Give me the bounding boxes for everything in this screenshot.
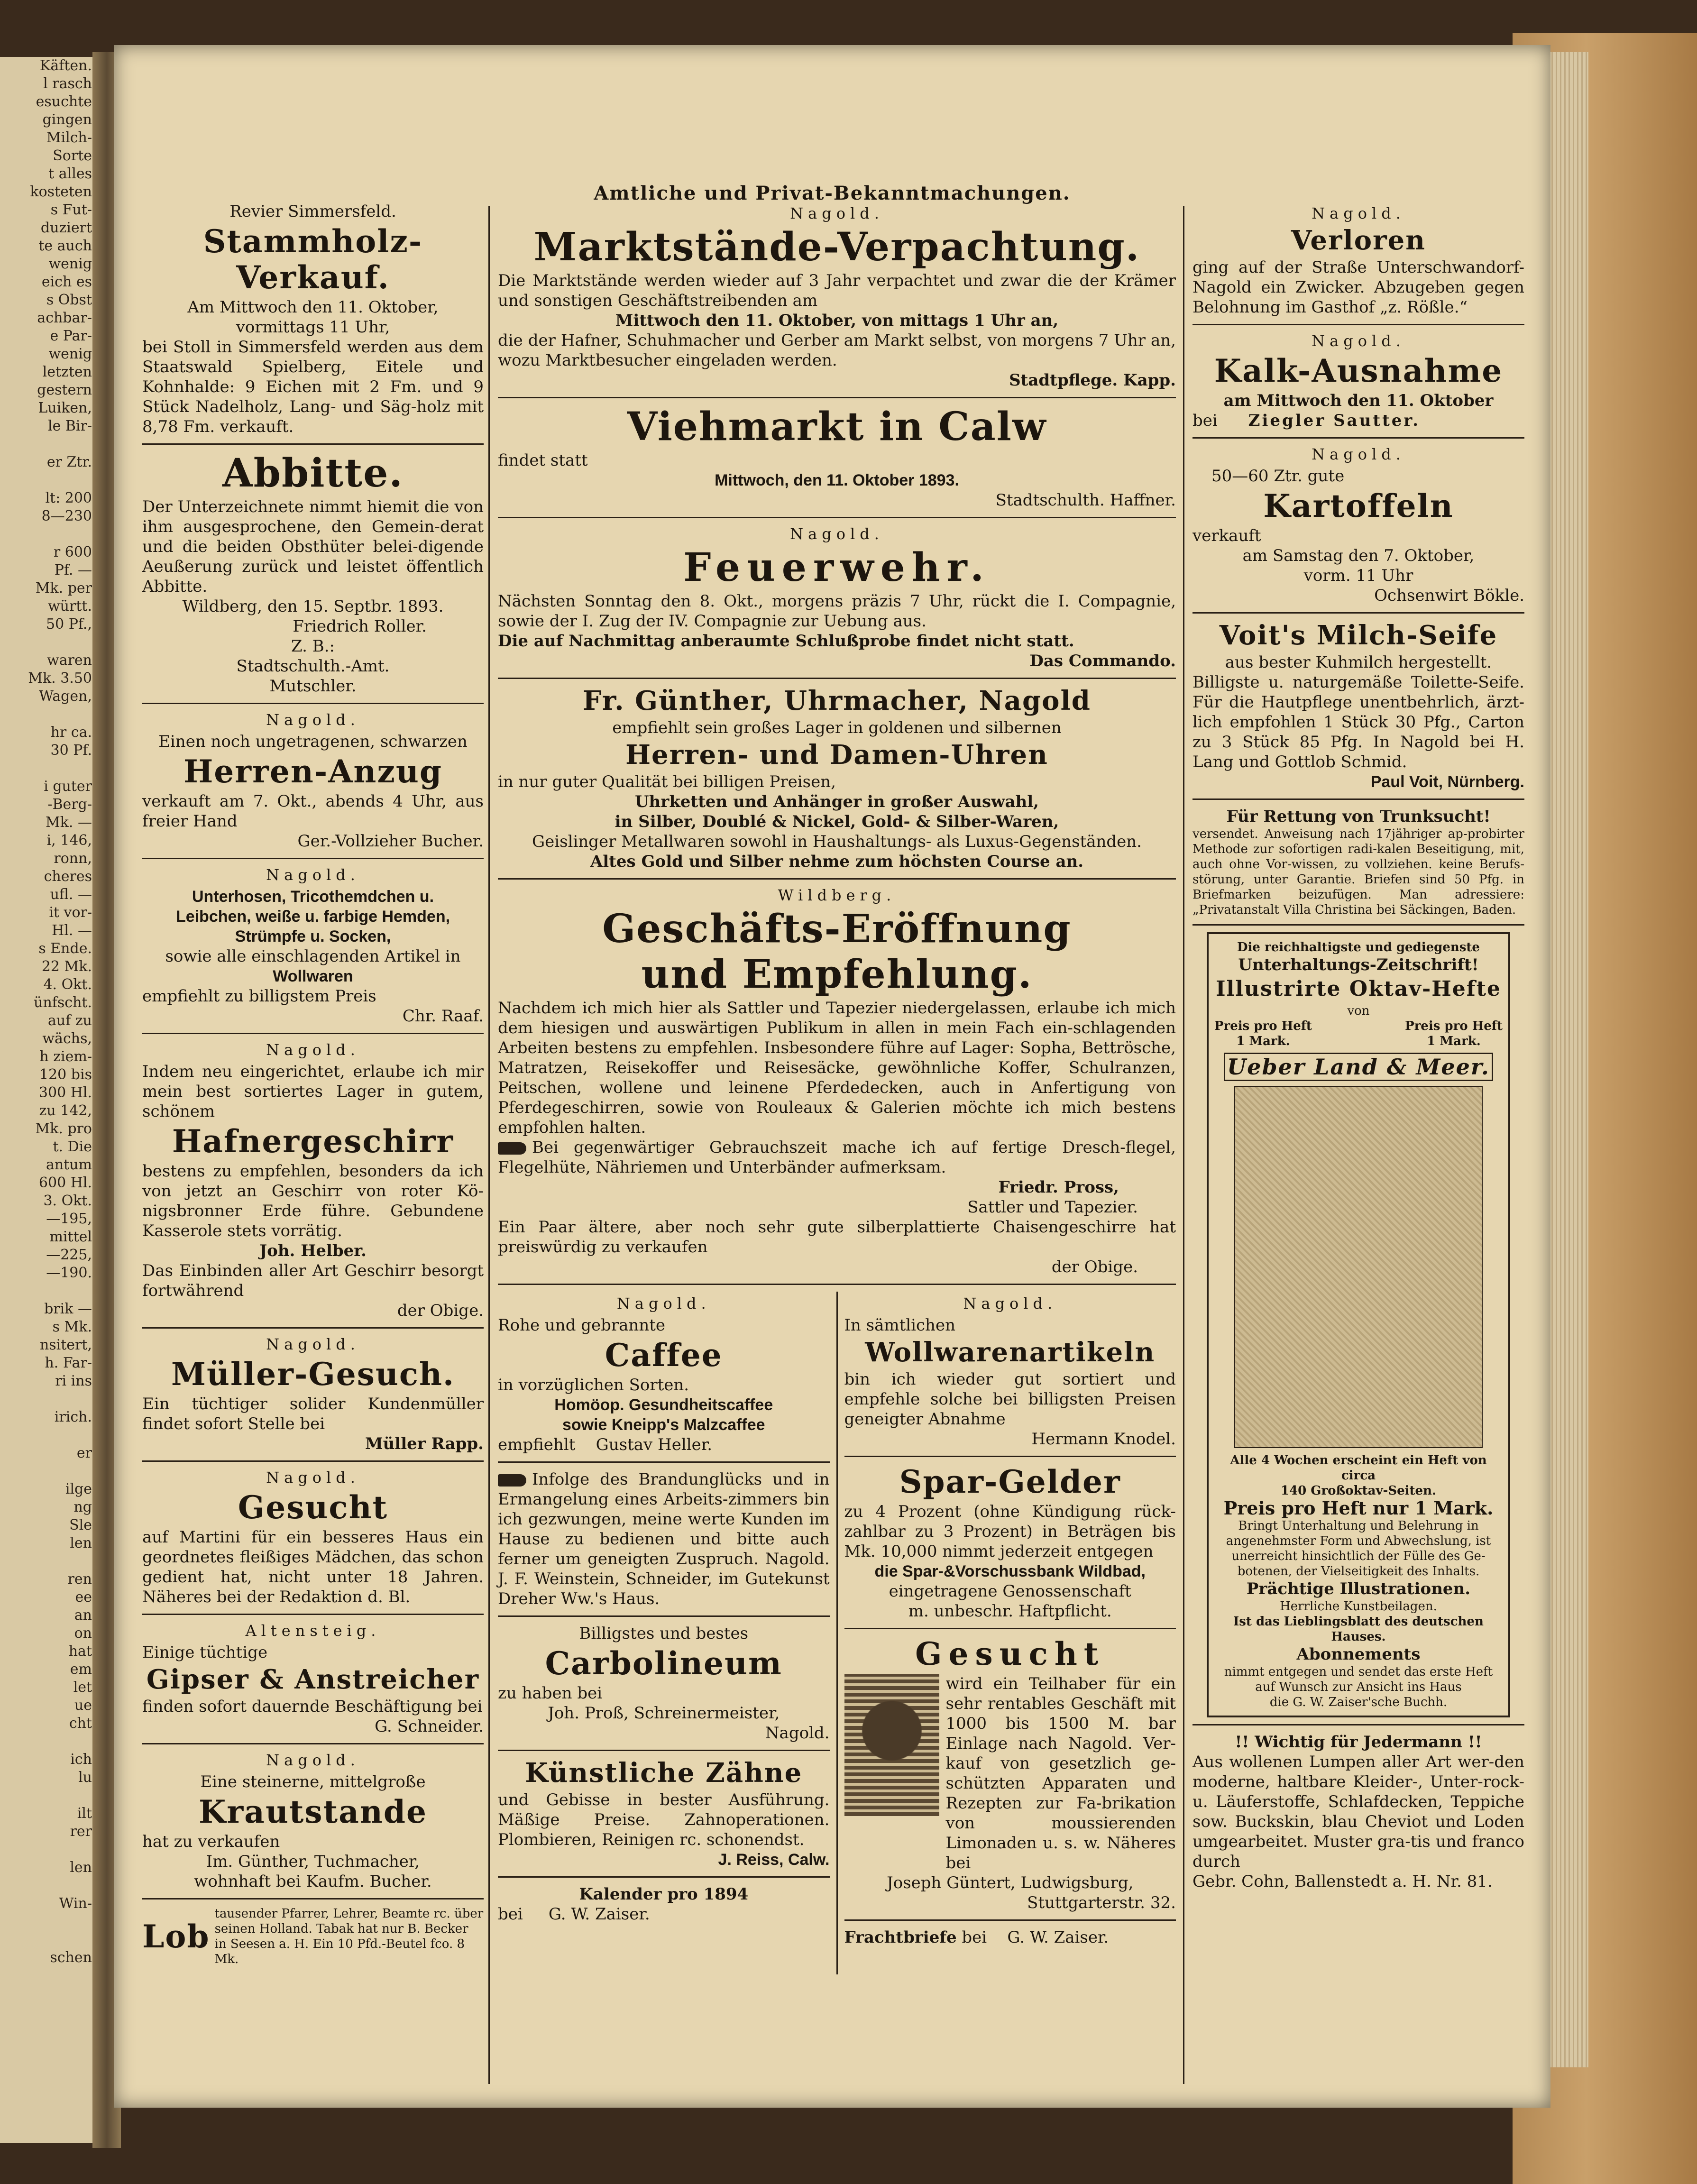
ad-line: Eine steinerne, mittelgroße bbox=[200, 1772, 426, 1791]
ad-location: Nagold. bbox=[1312, 204, 1405, 222]
ad-line: sowie alle einschlagenden Artikel in bbox=[165, 947, 461, 966]
divider bbox=[498, 1284, 1176, 1285]
ad-line: in Silber, Doublé & Nickel, Gold- & Silber-Waren, bbox=[615, 812, 1059, 831]
divider bbox=[142, 1327, 484, 1329]
ad-line: Nagold. bbox=[765, 1724, 830, 1743]
ad-signature: der Obige. bbox=[397, 1301, 484, 1320]
divider bbox=[142, 1898, 484, 1900]
ad-feuerwehr bbox=[498, 525, 1176, 671]
ad-line: Ist das Lieblingsblatt des deutschen Hauses. bbox=[1233, 1615, 1484, 1644]
ad-location: Nagold. bbox=[1312, 445, 1405, 463]
ad-line: vormittags 11 Uhr, bbox=[236, 318, 390, 337]
ad-text: auf Martini für ein besseres Haus ein geordnetes fleißiges Mädchen, das schon gedient hat, nicht unter 18 Jahren. Näheres bei der Redaktion d. Bl. bbox=[142, 1528, 484, 1606]
ad-signature: Gustav Heller. bbox=[596, 1435, 713, 1454]
ad-line: Geislinger Metallwaren sowohl in Haushaltungs- als Luxus-Gegenständen. bbox=[532, 832, 1142, 851]
ad-signature: Müller Rapp. bbox=[365, 1434, 484, 1453]
divider bbox=[1192, 798, 1524, 800]
ad-line: in vorzüglichen Sorten. bbox=[498, 1376, 689, 1395]
ad-line: Altes Gold und Silber nehme zum höchsten Course an. bbox=[590, 852, 1084, 871]
divider bbox=[498, 878, 1176, 880]
ad-text: wird ein Teilhaber für ein sehr rentables Geschäft mit 1000 bis 1500 M. bar Einlage nach Nagold. Ver-kauf von gesetzlich ge-schützten Apparaten und Rezepten zur Fa-brikation von moussierenden Limonaden u. s. w. Näheres bei bbox=[945, 1674, 1176, 1872]
divider bbox=[498, 1750, 830, 1751]
divider bbox=[1192, 1724, 1524, 1725]
ad-text: verkauft am 7. Okt., abends 4 Uhr, aus freier Hand bbox=[142, 792, 484, 831]
ad-frachtbriefe bbox=[844, 1927, 1176, 1947]
ad-herren-anzug bbox=[142, 711, 484, 851]
divider bbox=[142, 1033, 484, 1034]
ad-text: Infolge des Brandunglücks und in Ermangelung eines Arbeits-zimmers bin ich gezwungen, meine werte Kunden im Hause zu bedienen und bitte auch ferner um geneigten Zuspruch. Nagold. J. F. Weinstein, Schneider, im Gutekunst Dreher Ww.'s Haus. bbox=[498, 1470, 830, 1608]
ad-line: 140 Großoktav-Seiten. bbox=[1280, 1484, 1437, 1498]
ad-line: bei bbox=[1192, 411, 1218, 430]
middle-column bbox=[498, 202, 1176, 2108]
ad-line: am Samstag den 7. Oktober, bbox=[1242, 546, 1475, 565]
divider bbox=[142, 1460, 484, 1462]
ad-text: Billigste u. naturgemäße Toilette-Seife. Für die Hautpflege unentbehrlich, ärzt-lich empfohlen 1 Stück 30 Pfg., Carton zu 3 Stück 85 Pfg. In Nagold bei H. Lang und Gottlob Schmid. bbox=[1192, 673, 1524, 771]
ad-signature: Paul Voit, Nürnberg. bbox=[1370, 773, 1524, 791]
ad-text: Die Marktstände werden wieder auf 3 Jahr verpachtet und zwar die der Krämer und sonstigen Geschäftstreibenden am bbox=[498, 271, 1176, 310]
ad-location: Nagold. bbox=[616, 1294, 711, 1312]
ad-title: !! Wichtig für Jedermann !! bbox=[1235, 1733, 1482, 1752]
divider bbox=[498, 1615, 830, 1617]
ad-name: Joseph Güntert, Ludwigsburg, bbox=[887, 1873, 1134, 1892]
column-rule bbox=[488, 206, 490, 2084]
pointing-hand-icon bbox=[498, 1142, 526, 1155]
ad-title: und Empfehlung. bbox=[641, 952, 1033, 997]
ad-line: Stuttgarterstr. 32. bbox=[1027, 1893, 1176, 1912]
ad-title: Marktstände-Verpachtung. bbox=[533, 224, 1140, 270]
ad-line: findet statt bbox=[498, 451, 588, 470]
ad-title: Herren-Anzug bbox=[183, 753, 443, 790]
ad-signature: Das Commando. bbox=[1029, 652, 1176, 670]
ad-title: Kartoffeln bbox=[1263, 487, 1454, 524]
ad-title: Carbolineum bbox=[545, 1645, 782, 1682]
ad-text: Bringt Unterhaltung und Belehrung in angenehmster Form und Abwechslung, ist unerreicht hinsichtlich der Fülle des Ge-botenen, der Vielseitigkeit des Inhalts. bbox=[1226, 1519, 1491, 1578]
middle-bottom-area bbox=[498, 1292, 1176, 1974]
section-header: Amtliche und Privat-Bekanntmachungen. bbox=[594, 182, 1071, 204]
ad-line: Die reichhaltigste und gediegenste bbox=[1237, 940, 1480, 954]
ad-line: Einen noch ungetragenen, schwarzen bbox=[158, 732, 468, 751]
ad-geschaefts-eroeffnung bbox=[498, 886, 1176, 1277]
ad-line: 50—60 Ztr. gute bbox=[1211, 467, 1345, 486]
ad-title: Illustrirte Oktav-Hefte bbox=[1215, 977, 1502, 1001]
ad-line: Z. B.: bbox=[291, 637, 335, 656]
ad-text: Der Unterzeichnete nimmt hiemit die von ihm ausgesprochene, den Gemein-derat und die beiden Obsthüter belei-digende Aeußerung zurück und leistet öffentlich Abbitte. bbox=[142, 497, 484, 596]
ad-text: nimmt entgegen und sendet das erste Heft auf Wunsch zur Ansicht ins Haus bbox=[1224, 1665, 1493, 1694]
ad-title: Hafnergeschirr bbox=[172, 1123, 454, 1160]
divider bbox=[142, 1614, 484, 1615]
ad-line: Sattler und Tapezier. bbox=[967, 1198, 1138, 1217]
ad-weinstein bbox=[498, 1469, 830, 1609]
divider bbox=[1192, 612, 1524, 614]
price-label: Preis pro Heft bbox=[1405, 1019, 1503, 1033]
ad-line: Rohe und gebrannte bbox=[498, 1316, 666, 1335]
ad-kartoffeln bbox=[1192, 445, 1524, 606]
ad-line: in nur guter Qualität bei billigen Preisen, bbox=[498, 772, 836, 791]
divider bbox=[844, 1628, 1176, 1629]
ad-krautstande bbox=[142, 1751, 484, 1891]
ad-mueller-gesuch bbox=[142, 1335, 484, 1454]
ad-line: bei bbox=[498, 1905, 523, 1924]
ad-title: Kalk-Ausnahme bbox=[1214, 352, 1503, 389]
ad-line: bei bbox=[962, 1928, 987, 1947]
ad-title: Viehmarkt in Calw bbox=[627, 404, 1047, 450]
ad-signature: Stadtschulth. Haffner. bbox=[995, 491, 1176, 510]
ad-title: Wollwarenartikeln bbox=[865, 1337, 1156, 1368]
ad-location: Nagold. bbox=[266, 866, 360, 884]
ad-location: Wildberg. bbox=[778, 886, 896, 904]
ad-title: Abbitte. bbox=[222, 450, 404, 496]
divider bbox=[142, 858, 484, 859]
ad-signature: Ger.-Vollzieher Bucher. bbox=[297, 832, 484, 851]
ad-price: Preis pro Heft nur 1 Mark. bbox=[1223, 1497, 1494, 1519]
ad-text: Ein tüchtiger solider Kundenmüller findet sofort Stelle bei bbox=[142, 1395, 484, 1433]
ad-title: Für Rettung von Trunksucht! bbox=[1226, 807, 1491, 826]
divider bbox=[498, 1461, 830, 1463]
ad-title: Voit's Milch-Seife bbox=[1219, 620, 1498, 651]
machine-illustration bbox=[844, 1674, 939, 1816]
ad-viehmarkt bbox=[498, 405, 1176, 510]
ad-verloren bbox=[1192, 204, 1524, 317]
ad-signature: G. W. Zaiser. bbox=[1007, 1928, 1109, 1947]
ad-guenther-uhren bbox=[498, 686, 1176, 872]
ad-title: Müller-Gesuch. bbox=[171, 1356, 455, 1393]
ad-line: vorm. 11 Uhr bbox=[1303, 566, 1413, 585]
ad-line: Joh. Proß, Schreinermeister, bbox=[548, 1704, 780, 1723]
ad-kuenstliche-zaehne bbox=[498, 1758, 830, 1870]
ad-abbitte bbox=[142, 451, 484, 696]
ad-line: Stadtschulth.-Amt. bbox=[236, 657, 390, 676]
ad-date: Wildberg, den 15. Septbr. 1893. bbox=[182, 597, 444, 616]
ad-wichtig bbox=[1192, 1732, 1524, 1891]
ad-line: Uhrketten und Anhänger in großer Auswahl, bbox=[635, 792, 1039, 811]
ad-title: Caffee bbox=[605, 1337, 723, 1374]
middle-sub-left bbox=[498, 1292, 830, 1974]
ad-name: Friedrich Roller. bbox=[293, 617, 427, 636]
ad-line: Im. Günther, Tuchmacher, bbox=[206, 1852, 420, 1871]
ad-location: Nagold. bbox=[963, 1294, 1057, 1312]
divider bbox=[1192, 924, 1524, 926]
ad-line: m. unbeschr. Haftpflicht. bbox=[908, 1602, 1112, 1621]
ad-kalk-ausnahme bbox=[1192, 332, 1524, 431]
divider bbox=[142, 443, 484, 445]
ad-line: In sämtlichen bbox=[844, 1316, 955, 1335]
ad-gesucht-teilhaber bbox=[844, 1636, 1176, 1913]
ad-line: aus bester Kuhmilch hergestellt. bbox=[1225, 653, 1492, 672]
ad-location: Nagold. bbox=[790, 525, 884, 543]
divider bbox=[498, 517, 1176, 518]
ad-signature: Stadtpflege. Kapp. bbox=[1009, 371, 1176, 390]
ad-line: zu haben bei bbox=[498, 1684, 603, 1703]
ad-line: Unterhosen, Tricothemdchen u. bbox=[192, 888, 434, 906]
ad-line: empfiehlt bbox=[498, 1435, 576, 1454]
divider bbox=[142, 703, 484, 704]
ad-text: bei Stoll in Simmersfeld werden aus dem Staatswald Spielberg, Eitele und Kohnhalde: 9 Eichen mit 2 Fm. und 9 Stück Nadelholz, Lang- und Säg-holz mit 8,78 Fm. verkauft. bbox=[142, 338, 484, 436]
ad-title: Frachtbriefe bbox=[844, 1928, 957, 1947]
divider bbox=[1192, 437, 1524, 439]
ad-signature: J. Reiss, Calw. bbox=[718, 1851, 830, 1869]
ad-text: ging auf der Straße Unterschwandorf-Nagold ein Zwicker. Abzugeben gegen Belohnung im Gasthof „z. Rößle.“ bbox=[1192, 258, 1524, 317]
ad-line: Billigstes und bestes bbox=[579, 1624, 749, 1643]
ad-signature: Chr. Raaf. bbox=[402, 1007, 484, 1026]
ad-line: Alle 4 Wochen erscheint ein Heft von circa bbox=[1230, 1453, 1487, 1483]
ad-line: Einige tüchtige bbox=[142, 1643, 268, 1662]
divider bbox=[498, 678, 1176, 679]
ad-title: Gesucht bbox=[915, 1635, 1105, 1672]
ad-lob-tabak bbox=[142, 1906, 484, 1967]
ad-text: Nächsten Sonntag den 8. Okt., morgens präzis 7 Uhr, rückt die I. Compagnie, sowie der I. Zug der IV. Compagnie zur Uebung aus. bbox=[498, 592, 1176, 631]
ad-text: die der Hafner, Schuhmacher und Gerber am Markt selbst, von morgens 7 Uhr an, wozu Marktbesucher eingeladen werden. bbox=[498, 331, 1176, 370]
pointing-hand-icon bbox=[498, 1474, 526, 1487]
price-label: Preis pro Heft bbox=[1214, 1019, 1312, 1033]
ad-title: Gipser & Anstreicher bbox=[146, 1664, 480, 1695]
ad-line: Prächtige Illustrationen. bbox=[1246, 1579, 1471, 1598]
ad-text: tausender Pfarrer, Lehrer, Beamte rc. über seinen Holland. Tabak hat nur B. Becker in Seesen a. H. Ein 10 Pfd.-Beutel fco. 8 Mk. bbox=[214, 1907, 484, 1966]
ad-gesucht-maedchen bbox=[142, 1468, 484, 1607]
ad-caffee bbox=[498, 1294, 830, 1455]
ad-line: von bbox=[1347, 1004, 1370, 1018]
ad-subtitle: Herren- und Damen-Uhren bbox=[625, 739, 1048, 771]
ad-name: Friedr. Pross, bbox=[998, 1178, 1119, 1197]
ad-line: wohnhaft bei Kaufm. Bucher. bbox=[194, 1872, 432, 1891]
ad-signature: Mutschler. bbox=[269, 677, 357, 696]
ad-location: Nagold. bbox=[266, 1335, 360, 1353]
ad-wollwaren-raaf bbox=[142, 866, 484, 1026]
divider bbox=[142, 1743, 484, 1744]
ad-line: eingetragene Genossenschaft bbox=[889, 1582, 1131, 1601]
column-rule bbox=[836, 1292, 838, 1974]
ad-text: Nachdem ich mich hier als Sattler und Tapezier niedergelassen, erlaube ich mich dem hiesigen und auswärtigen Publikum in allen in mein Fach ein-schlagenden Arbeiten bestens zu empfehlen. Insbesondere führe auf Lager: Sopha, Bettrösche, Matratzen, Reisekoffer und Reisesäcke, gewöhnliche Koffer, Schulranzen, Peitschen, wollene und leinene Pferdedecken, auch in Anfertigung von Pferdegeschirren, sowie von Rouleaux & Galerien möchte ich mich bestens empfohlen halten. bbox=[498, 999, 1176, 1137]
ad-title: Kalender pro 1894 bbox=[579, 1885, 749, 1904]
ad-location: Nagold. bbox=[790, 204, 884, 222]
ad-carbolineum bbox=[498, 1624, 830, 1743]
ad-line: empfiehlt zu billigstem Preis bbox=[142, 987, 376, 1006]
ad-kalender bbox=[498, 1884, 830, 1924]
divider bbox=[498, 1876, 830, 1878]
ad-signature: G. Schneider. bbox=[375, 1717, 484, 1736]
ad-line: sowie Kneipp's Malzcaffee bbox=[562, 1416, 765, 1434]
price-value: 1 Mark. bbox=[1236, 1034, 1290, 1048]
ad-text: Ein Paar ältere, aber noch sehr gute silberplattierte Chaisengeschirre hat preiswürdig zu verkaufen bbox=[498, 1218, 1176, 1257]
ad-title: Lob bbox=[142, 1918, 210, 1955]
ad-text: zu 4 Prozent (ohne Kündigung rück-zahlbar zu 3 Prozent) in Beträgen bis Mk. 10,000 nimmt jederzeit entgegen bbox=[844, 1502, 1176, 1561]
ad-stammholz bbox=[142, 202, 484, 437]
ad-wollwarenartikel bbox=[844, 1294, 1176, 1449]
ad-date: Mittwoch, den 11. Oktober 1893. bbox=[715, 471, 959, 489]
ad-signature: Gebr. Cohn, Ballenstedt a. H. Nr. 81. bbox=[1192, 1872, 1493, 1891]
ad-subtitle: Abonnements bbox=[1296, 1645, 1421, 1664]
ad-title: Geschäfts-Eröffnung bbox=[602, 906, 1072, 952]
divider bbox=[498, 397, 1176, 398]
ad-title: Fr. Günther, Uhrmacher, Nagold bbox=[583, 685, 1091, 716]
ad-location: Nagold. bbox=[266, 1041, 360, 1059]
ad-line: Homöop. Gesundheitscaffee bbox=[554, 1396, 773, 1414]
ad-text: Das Einbinden aller Art Geschirr besorgt fortwährend bbox=[142, 1261, 484, 1300]
allegorical-illustration bbox=[1234, 1086, 1483, 1448]
ad-line: Herrliche Kunstbeilagen. bbox=[1280, 1599, 1437, 1614]
ad-location: Nagold. bbox=[266, 1468, 360, 1487]
ad-signature: Ochsenwirt Bökle. bbox=[1374, 586, 1524, 605]
divider bbox=[1192, 324, 1524, 325]
ad-location: Nagold. bbox=[266, 711, 360, 729]
ad-hafnergeschirr bbox=[142, 1041, 484, 1321]
ad-title: Spar-Gelder bbox=[899, 1463, 1121, 1500]
divider bbox=[844, 1919, 1176, 1921]
ad-subtitle: Unterhaltungs-Zeitschrift! bbox=[1238, 955, 1479, 974]
ad-signature: Hermann Knodel. bbox=[1031, 1430, 1176, 1449]
ad-title: Verloren bbox=[1291, 225, 1426, 256]
ad-title: Gesucht bbox=[238, 1489, 388, 1526]
ad-signature: der Obige. bbox=[1051, 1257, 1138, 1276]
ad-signature: G. W. Zaiser. bbox=[548, 1905, 650, 1924]
ad-location: Revier Simmersfeld. bbox=[229, 202, 396, 221]
ad-signature: die G. W. Zaiser'sche Buchh. bbox=[1269, 1695, 1448, 1709]
divider bbox=[844, 1456, 1176, 1457]
newspaper-page bbox=[114, 45, 1550, 2108]
ad-location: Nagold. bbox=[1312, 332, 1405, 350]
ad-trunksucht bbox=[1192, 807, 1524, 918]
ad-line: empfiehlt sein großes Lager in goldenen und silbernen bbox=[612, 718, 1062, 737]
ad-signature: Ziegler Sautter. bbox=[1248, 411, 1421, 430]
ad-marktstaende bbox=[498, 204, 1176, 390]
ad-text: Bei gegenwärtiger Gebrauchszeit mache ich auf fertige Dresch-flegel, Flegelhüte, Nähriemen und Unterbänder aufmerksam. bbox=[498, 1138, 1176, 1177]
ad-text: hat zu verkaufen bbox=[142, 1832, 280, 1851]
ad-line: verkauft bbox=[1192, 526, 1261, 545]
ad-text: Die auf Nachmittag anberaumte Schlußprobe findet nicht statt. bbox=[498, 632, 1074, 651]
ad-spar-gelder bbox=[844, 1464, 1176, 1621]
previous-page-text: Käften. l rasch esuchte gingen Milch- Sorte t alles kosteten s Fut- duziert te auch wenig eich es s Obst achbar- e Par- wenig letzten gestern Luiken, le Bir- er Ztr. lt: 200 8—230 r 600 Pf. — Mk. per württ. 50 Pf., waren Mk. 3.50 Wagen, hr ca. 30 Pf. i guter -Berg- Mk. — i, 146, ronn, cheres ufl. — it vor- Hl. — s Ende. 22 Mk. 4. Okt. ünfscht. auf zu wächs, h ziem- 120 bis 300 Hl. zu 142, Mk. pro t. Die antum 600 Hl. 3. Okt. —195, mittel —225, —190. brik — s Mk. nsitert, h. Far- ri ins irich. er ilge ng Sle len ren ee an on hat em let ue cht ich lu ilt rer len Win- schen bbox=[28, 57, 92, 1966]
ad-name: Joh. Helber. bbox=[259, 1241, 367, 1260]
ad-title: Krautstande bbox=[199, 1793, 427, 1830]
ad-line: Leibchen, weiße u. farbige Hemden, bbox=[175, 908, 450, 926]
ad-line: Wollwaren bbox=[273, 967, 353, 985]
ad-title: Stammholz-Verkauf. bbox=[203, 223, 423, 296]
ad-text: Indem neu eingerichtet, erlaube ich mir mein best sortiertes Lager in gutem, schönem bbox=[142, 1062, 484, 1121]
ad-ueber-land-und-meer bbox=[1207, 932, 1510, 1717]
right-column bbox=[1192, 202, 1524, 2108]
ad-line: am Mittwoch den 11. Oktober bbox=[1223, 391, 1494, 410]
price-value: 1 Mark. bbox=[1427, 1034, 1481, 1048]
ad-name: die Spar-&Vorschussbank Wildbad, bbox=[874, 1562, 1146, 1580]
ad-milch-seife bbox=[1192, 620, 1524, 792]
ad-title: Feuerwehr. bbox=[683, 545, 991, 590]
masthead: Ueber Land & Meer. bbox=[1224, 1053, 1493, 1081]
ad-date: Mittwoch den 11. Oktober, von mittags 1 Uhr an, bbox=[615, 311, 1059, 330]
column-rule bbox=[1183, 206, 1184, 2084]
middle-sub-right bbox=[844, 1292, 1176, 1974]
ad-text: bestens zu empfehlen, besonders da ich von jetzt an Geschirr von roter Kö-nigsbronner Erde führe. Gebundene Kasserole stets vorrätig. bbox=[142, 1162, 484, 1240]
ad-text: versendet. Anweisung nach 17jähriger ap-probirter Methode zur sofortigen radi-kalen Beseitigung, mit, auch ohne Vor-wissen, zu vollziehen. keine Berufs-störung, unter Garantie. Briefen sind 50 Pfg. in Briefmarken beizufügen. Man adressiere: „Privatanstalt Villa Christina bei Säckingen, Baden. bbox=[1192, 827, 1524, 917]
ad-text: bin ich wieder gut sortiert und empfehle solche bei billigsten Preisen geneigter Abnahme bbox=[844, 1370, 1176, 1429]
ad-text: finden sofort dauernde Beschäftigung bei bbox=[142, 1697, 483, 1716]
left-column bbox=[142, 202, 484, 2108]
ad-title: Künstliche Zähne bbox=[525, 1757, 803, 1789]
ad-location: Nagold. bbox=[266, 1751, 360, 1769]
ad-text: und Gebisse in bester Ausführung. Mäßige Preise. Zahnoperationen. Plombieren, Reinigen rc. schonendst. bbox=[498, 1790, 830, 1849]
ad-location: Altensteig. bbox=[245, 1622, 381, 1640]
ad-text: Aus wollenen Lumpen aller Art wer-den moderne, haltbare Kleider-, Unter-rock- u. Läuferstoffe, Schlafdecken, Teppiche sow. Buckskin, blau Cheviot und Loden umgearbeitet. Muster gra-tis und franco durch bbox=[1192, 1753, 1524, 1871]
ad-line: Strümpfe u. Socken, bbox=[235, 927, 391, 945]
ad-gipser bbox=[142, 1622, 484, 1736]
ad-line: Am Mittwoch den 11. Oktober, bbox=[187, 298, 439, 317]
